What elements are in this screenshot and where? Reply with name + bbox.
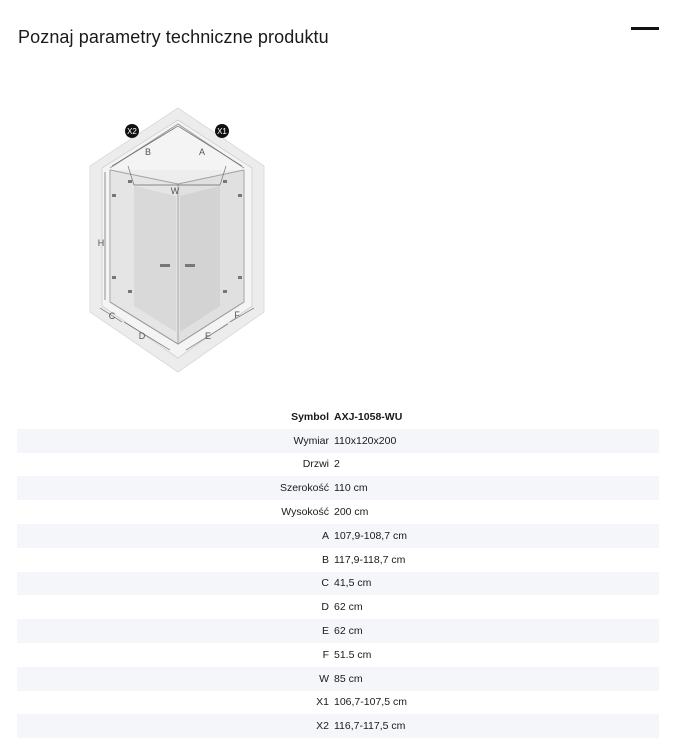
spec-value: 106,7-107,5 cm: [334, 696, 407, 709]
dim-f-label: F: [234, 310, 240, 320]
spec-label: Szerokość: [279, 482, 329, 495]
spec-value: 51.5 cm: [334, 648, 372, 661]
spec-value: 116,7-117,5 cm: [334, 720, 406, 733]
spec-row: [17, 714, 659, 738]
spec-row: [17, 643, 659, 667]
spec-label: B: [321, 553, 329, 566]
spec-label: D: [321, 601, 329, 614]
spec-label: X1: [316, 696, 329, 709]
spec-value: 117,9-118,7 cm: [334, 553, 406, 566]
spec-value: 107,9-108,7 cm: [334, 529, 407, 542]
x1-label: X1: [217, 127, 227, 136]
spec-row: [17, 619, 659, 643]
x2-label: X2: [127, 127, 137, 136]
spec-label: Drzwi: [302, 458, 329, 471]
dim-b-label: B: [144, 147, 152, 157]
spec-label: X2: [316, 720, 329, 733]
spec-label: Wysokość: [281, 506, 329, 519]
spec-row: [17, 548, 659, 572]
spec-label: Wymiar: [293, 434, 329, 447]
spec-row: [17, 453, 659, 477]
spec-row: [17, 524, 659, 548]
spec-row: [17, 595, 659, 619]
dim-c-label: C: [108, 311, 116, 321]
spec-value: 85 cm: [334, 672, 363, 685]
shower-cabin-diagram: [78, 100, 278, 378]
spec-label: Symbol: [291, 410, 329, 423]
collapse-button[interactable]: [631, 25, 659, 35]
spec-value: 62 cm: [334, 601, 363, 614]
spec-row: [17, 500, 659, 524]
spec-label: W: [319, 672, 329, 685]
dim-w-label: W: [170, 186, 180, 196]
spec-value: 2: [334, 458, 340, 471]
spec-value: AXJ-1058-WU: [334, 410, 403, 423]
dim-h-label: H: [97, 238, 105, 248]
spec-row: [17, 572, 659, 596]
section-title: Poznaj parametry techniczne produktu: [18, 27, 329, 47]
spec-row: [17, 691, 659, 715]
spec-row: [17, 405, 659, 429]
spec-value: 110x120x200: [334, 434, 397, 447]
spec-value: 110 cm: [334, 482, 368, 495]
spec-label: C: [321, 577, 329, 590]
spec-value: 41,5 cm: [334, 577, 372, 590]
spec-value: 62 cm: [334, 625, 363, 638]
spec-row: [17, 429, 659, 453]
dim-e-label: E: [204, 331, 212, 341]
spec-table: [17, 405, 659, 738]
spec-row: [17, 667, 659, 691]
dim-d-label: D: [138, 331, 146, 341]
spec-label: E: [321, 625, 329, 638]
spec-label: A: [321, 529, 329, 542]
spec-label: F: [322, 648, 329, 661]
minus-icon: [631, 27, 659, 30]
spec-row: [17, 476, 659, 500]
dim-a-label: A: [198, 147, 206, 157]
spec-value: 200 cm: [334, 506, 369, 519]
